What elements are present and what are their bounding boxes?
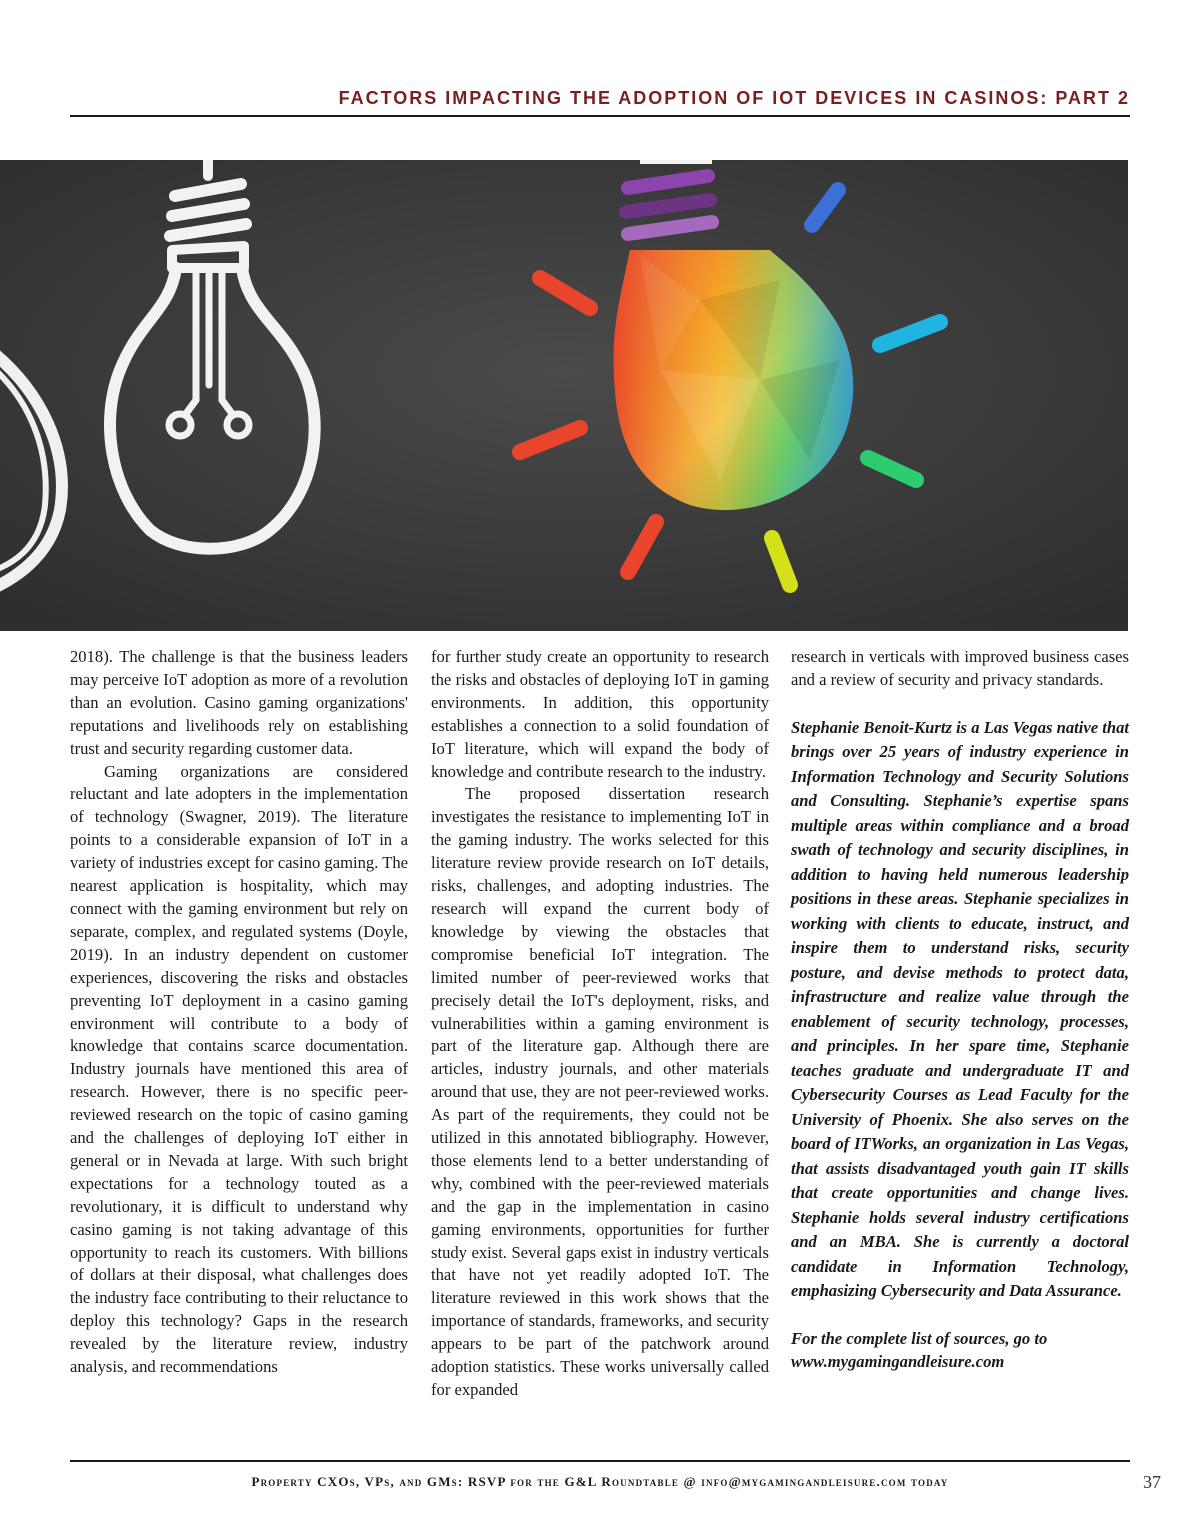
text-column-3 [791,646,1129,1374]
text-column-2 [431,646,769,1402]
paragraph: for further study create an opportunity to research the risks and obstacles of deploying IoT in gaming environments. In addition, this opportunity establishes a connection to a solid foundation of IoT literature, which will expand the body of knowledge and contribute research to the industry. [431,647,769,781]
text-column-1 [70,646,408,1379]
paragraph: The proposed dissertation research investigates the resistance to implementing IoT in the gaming industry. The works selected for this literature review provide research on IoT details, risks, challenges, and adopting industries. The research will expand the current body of knowledge by viewing the obstacles that compromise beneficial IoT integration. The limited number of peer-reviewed works that precisely detail the IoT's deployment, risks, and vulnerabilities within a gaming environment is part of the literature gap. Although there are articles, industry journals, and other materials around that use, they are not peer-reviewed works. As part of the requirements, they could not be utilized in this annotated bibliography. However, those elements lend to a better understanding of why, combined with the peer-reviewed materials and the gap in the implementation in casino gaming environments, opportunities for further study exist. Several gaps exist in industry verticals that have not yet readily adopted IoT. The literature reviewed in this work shows that the importance of standards, frameworks, and security appears to be part of the patchwork around adoption statistics. These works universally called for expanded [431,784,769,1399]
footer-promo-text: Property CXOs, VPs, and GMs: RSVP for the G&L Roundtable @ info@mygamingandleisure.com today [251,1474,949,1489]
paragraph: 2018). The challenge is that the business leaders may perceive IoT adoption as more of a revolution than an evolution. Casino gaming organizations' reputations and livelihoods rely on establishing trust and security regarding customer data. [70,647,408,758]
page-number: 37 [1143,1472,1161,1492]
paragraph: research in verticals with improved business cases and a review of security and privacy standards. [791,647,1129,689]
page-header-title: FACTORS IMPACTING THE ADOPTION OF IOT DEVICES IN CASINOS: PART 2 [338,88,1130,108]
header-rule [70,115,1130,117]
author-bio: Stephanie Benoit-Kurtz is a Las Vegas native that brings over 25 years of industry experience in Information Technology and Security Solutions and Consulting. Stephanie’s expertise spans multiple areas within compliance and a broad swath of technology and security disciplines, in addition to having held numerous leadership positions in these areas. Stephanie specializes in working with clients to educate, instruct, and inspire them to understand risks, security posture, and devise methods to protect data, infrastructure and realize value through the enablement of security technology, processes, and principles. In her spare time, Stephanie teaches graduate and undergraduate IT and Cybersecurity Courses as Lead Faculty for the University of Phoenix. She also serves on the board of ITWorks, an organization in Las Vegas, that assists disadvantaged youth gain IT skills that create opportunities and change lives. Stephanie holds several industry certifications and an MBA. She is currently a doctoral candidate in Information Technology, emphasizing Cybersecurity and Data Assurance. [791,717,1129,1301]
footer-rule [70,1460,1130,1462]
paragraph: Gaming organizations are considered reluctant and late adopters in the implementation of technology (Swagner, 2019). The literature points to a considerable expansion of IoT in a variety of industries except for casino gaming. The nearest application is hospitality, which may connect with the gaming environment but rely on separate, complex, and regulated systems (Doyle, 2019). In an industry dependent on customer experiences, discovering the risks and obstacles preventing IoT deployment in a casino gaming environment will contribute to a body of knowledge that contains scarce documentation. Industry journals have mentioned this area of research. However, there is no specific peer-reviewed research on the topic of casino gaming and the challenges of deploying IoT either in general or in Nevada at large. With such bright expectations for a technology touted as a revolutionary, it is difficult to understand why casino gaming is not taking advantage of this opportunity to reach its customers. With billions of dollars at their disposal, what challenges does the industry face contributing to their reluctance to deploy this technology? Gaps in the research revealed by the literature review, industry analysis, and recommendations [70,761,408,1377]
sources-note: For the complete list of sources, go to www.mygamingandleisure.com [791,1328,1048,1371]
hero-image [0,160,1128,631]
